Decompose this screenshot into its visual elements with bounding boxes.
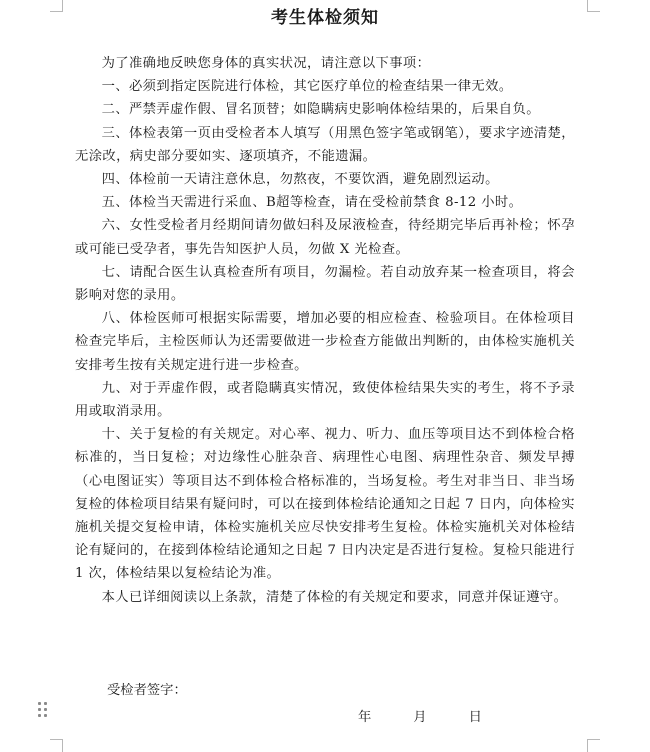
paragraph-item-8: 八、体检医师可根据实际需要，增加必要的相应检查、检验项目。在体检项目检查完毕后，主检医师认为还需要做进一步检查方能做出判断的，由体检实施机关安排考生按有关规定进行进一步检查。 [75,311,575,373]
paragraph-item-6: 六、女性受检者月经期间请勿做妇科及尿液检查，待经期完毕后再补检；怀孕或可能已受孕者，事先告知医护人员，勿做 X 光检查。 [75,218,575,257]
paragraph-item-1: 一、必须到指定医院进行体检，其它医疗单位的检查结果一律无效。 [101,79,513,95]
paragraph-item-10: 十、关于复检的有关规定。对心率、视力、听力、血压等项目达不到体检合格标准的，当日复检；对边缘性心脏杂音、病理性心电图、病理性杂音、频发早搏（心电图证实）等项目达不到体检合格标准的，当场复检。考生对非当日、非当场复检的体检项目结果有疑问时，可以在接到体检结论通知之日起 7 日内，向体检实施机关提交复检申请，体检实施机关应尽快安排考生复检。体检实施机关对体检结论有疑问的，在接到体检结论通知之日起 7 日内决定是否进行复检。复检只能进行 1 次，体检结果以复检结论为准。 [75,427,575,582]
date-line [358,706,482,725]
paragraph-agreement: 本人已详细阅读以上条款，清楚了体检的有关规定和要求，同意并保证遵守。 [101,589,568,605]
document-body [75,52,575,609]
date-year-label: 年 [358,710,372,725]
document-title: 考生体检须知 [271,8,379,28]
drag-handle-icon[interactable] [38,702,48,720]
paragraph-item-3: 三、体检表第一页由受检者本人填写（用黑色签字笔或钢笔），要求字迹清楚，无涂改，病史部分要如实、逐项填齐，不能遗漏。 [75,125,575,164]
paragraph-item-9: 九、对于弄虚作假，或者隐瞒真实情况，致使体检结果失实的考生，将不予录用或取消录用。 [75,380,575,420]
paragraph-item-4: 四、体检前一天请注意休息，勿熬夜，不要饮酒，避免剧烈运动。 [101,172,499,188]
crop-mark-bottom-left [50,739,63,752]
crop-mark-bottom-right [587,739,600,752]
paragraph-item-7: 七、请配合医生认真检查所有项目，勿漏检。若自动放弃某一检查项目，将会影响对您的录用。 [75,264,575,304]
signature-label: 受检者签字： [107,683,187,698]
paragraph-item-2: 二、严禁弄虚作假、冒名顶替；如隐瞒病史影响体检结果的，后果自负。 [101,102,540,118]
date-day-label: 日 [468,710,482,725]
date-month-label: 月 [413,710,427,725]
paragraph-item-5: 五、体检当天需进行采血、B超等检查，请在受检前禁食 8-12 小时。 [101,195,523,211]
paragraph-intro: 为了准确地反映您身体的真实状况，请注意以下事项： [101,56,431,71]
